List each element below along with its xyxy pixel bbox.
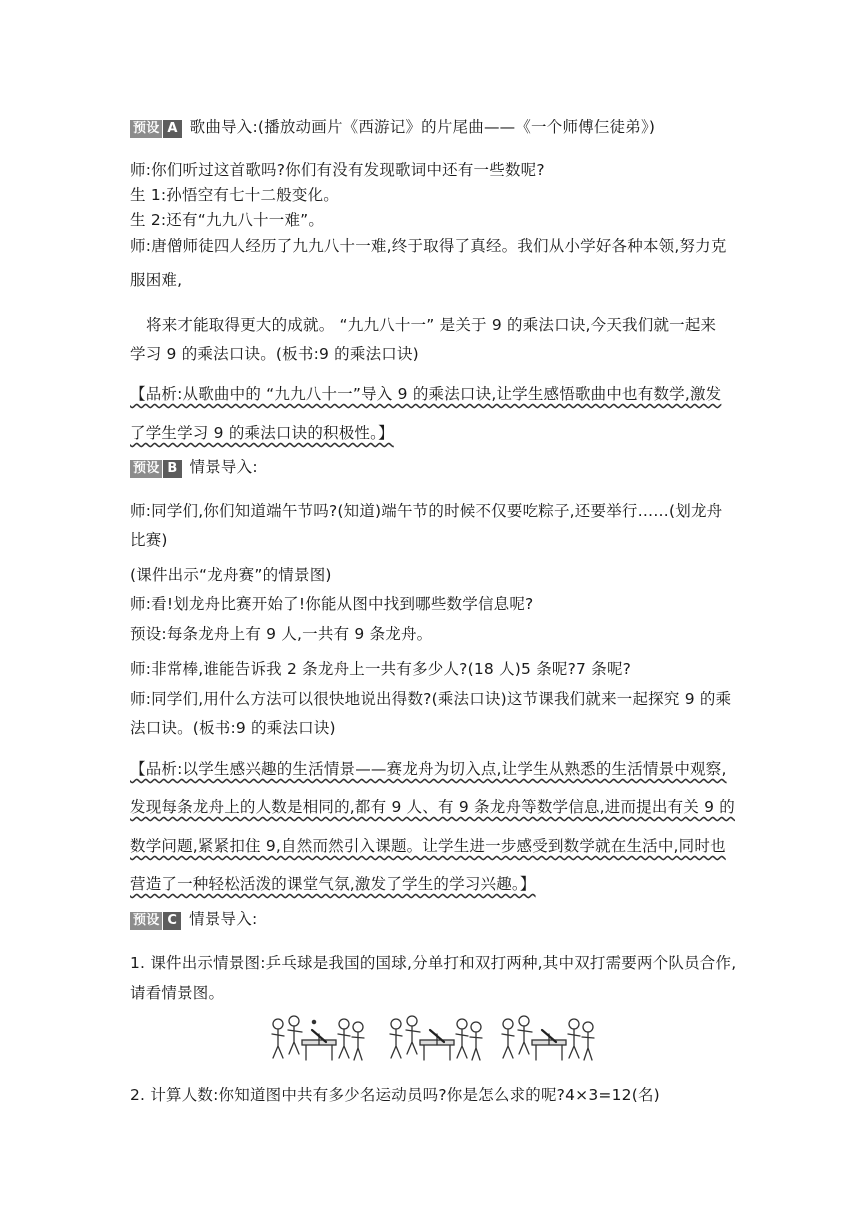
text-line: 法口诀。(板书:9 的乘法口诀): [130, 719, 336, 737]
text-line: (课件出示“龙舟赛”的情景图): [130, 566, 332, 584]
text-line: 师:看!划龙舟比赛开始了!你能从图中找到哪些数学信息呢?: [130, 595, 534, 613]
analysis-line: 发现每条龙舟上的人数是相同的,都有 9 人、有 9 条龙舟等数学信息,进而提出有关 9 的: [130, 798, 736, 816]
section-b-tag: 预设 B: [130, 458, 182, 476]
analysis-line: 了学生学习 9 的乘法口诀的积极性。】: [130, 424, 394, 442]
text-line: 请看情景图。: [130, 984, 225, 1002]
text-line: 师:同学们,你们知道端午节吗?(知道)端午节的时候不仅要吃粽子,还要举行……(划龙舟: [130, 502, 723, 520]
section-c-heading: 预设 C 情景导入:: [130, 909, 740, 929]
text-line: 学习 9 的乘法口诀。(板书:9 的乘法口诀): [130, 345, 419, 363]
player-group-icon: [272, 1016, 364, 1060]
text-line: 生 1:孙悟空有七十二般变化。: [130, 186, 340, 204]
analysis-line: 营造了一种轻松活泼的课堂气氛,激发了学生的学习兴趣。】: [130, 875, 536, 893]
analysis-line: 【品析:以学生感兴趣的生活情景——赛龙舟为切入点,让学生从熟悉的生活情景中观察,: [130, 760, 727, 778]
text-line: 1. 课件出示情景图:乒乓球是我国的国球,分单打和双打两种,其中双打需要两个队员合作,: [130, 954, 737, 972]
section-b-heading: 预设 B 情景导入:: [130, 457, 740, 477]
section-c-tag: 预设 C: [130, 910, 181, 928]
text-line: 师:你们听过这首歌吗?你们有没有发现歌词中还有一些数呢?: [130, 161, 545, 179]
section-a-tag: 预设 A: [130, 118, 182, 136]
text-line: 师:唐僧师徒四人经历了九九八十一难,终于取得了真经。我们从小学好各种本领,努力克: [130, 237, 727, 255]
text-line: 将来才能取得更大的成就。 “九九八十一” 是关于 9 的乘法口诀,今天我们就一起来: [146, 316, 717, 334]
analysis-line: 数学问题,紧紧扣住 9,自然而然引入课题。让学生进一步感受到数学就在生活中,同时也: [130, 837, 726, 855]
analysis-line: 【品析:从歌曲中的 “九九八十一”导入 9 的乘法口诀,让学生感悟歌曲中也有数学,激发: [130, 385, 722, 403]
text-line: 师:非常棒,谁能告诉我 2 条龙舟上一共有多少人?(18 人)5 条呢?7 条呢?: [130, 660, 632, 678]
text-line: 生 2:还有“九九八十一难”。: [130, 211, 325, 229]
text-line: 预设:每条龙舟上有 9 人,一共有 9 条龙舟。: [130, 625, 433, 643]
text-line: 师:同学们,用什么方法可以很快地说出得数?(乘法口诀)这节课我们就来一起探究 9 的乘: [130, 690, 732, 708]
table-tennis-doubles-icon: [268, 1012, 598, 1068]
section-a-heading: 预设 A 歌曲导入:(播放动画片《西游记》的片尾曲——《一个师傅仨徒弟》): [130, 117, 740, 137]
text-line: 比赛): [130, 531, 168, 549]
text-line: 2. 计算人数:你知道图中共有多少名运动员吗?你是怎么求的呢?4×3=12(名): [130, 1086, 660, 1104]
text-line: 服困难,: [130, 271, 183, 289]
